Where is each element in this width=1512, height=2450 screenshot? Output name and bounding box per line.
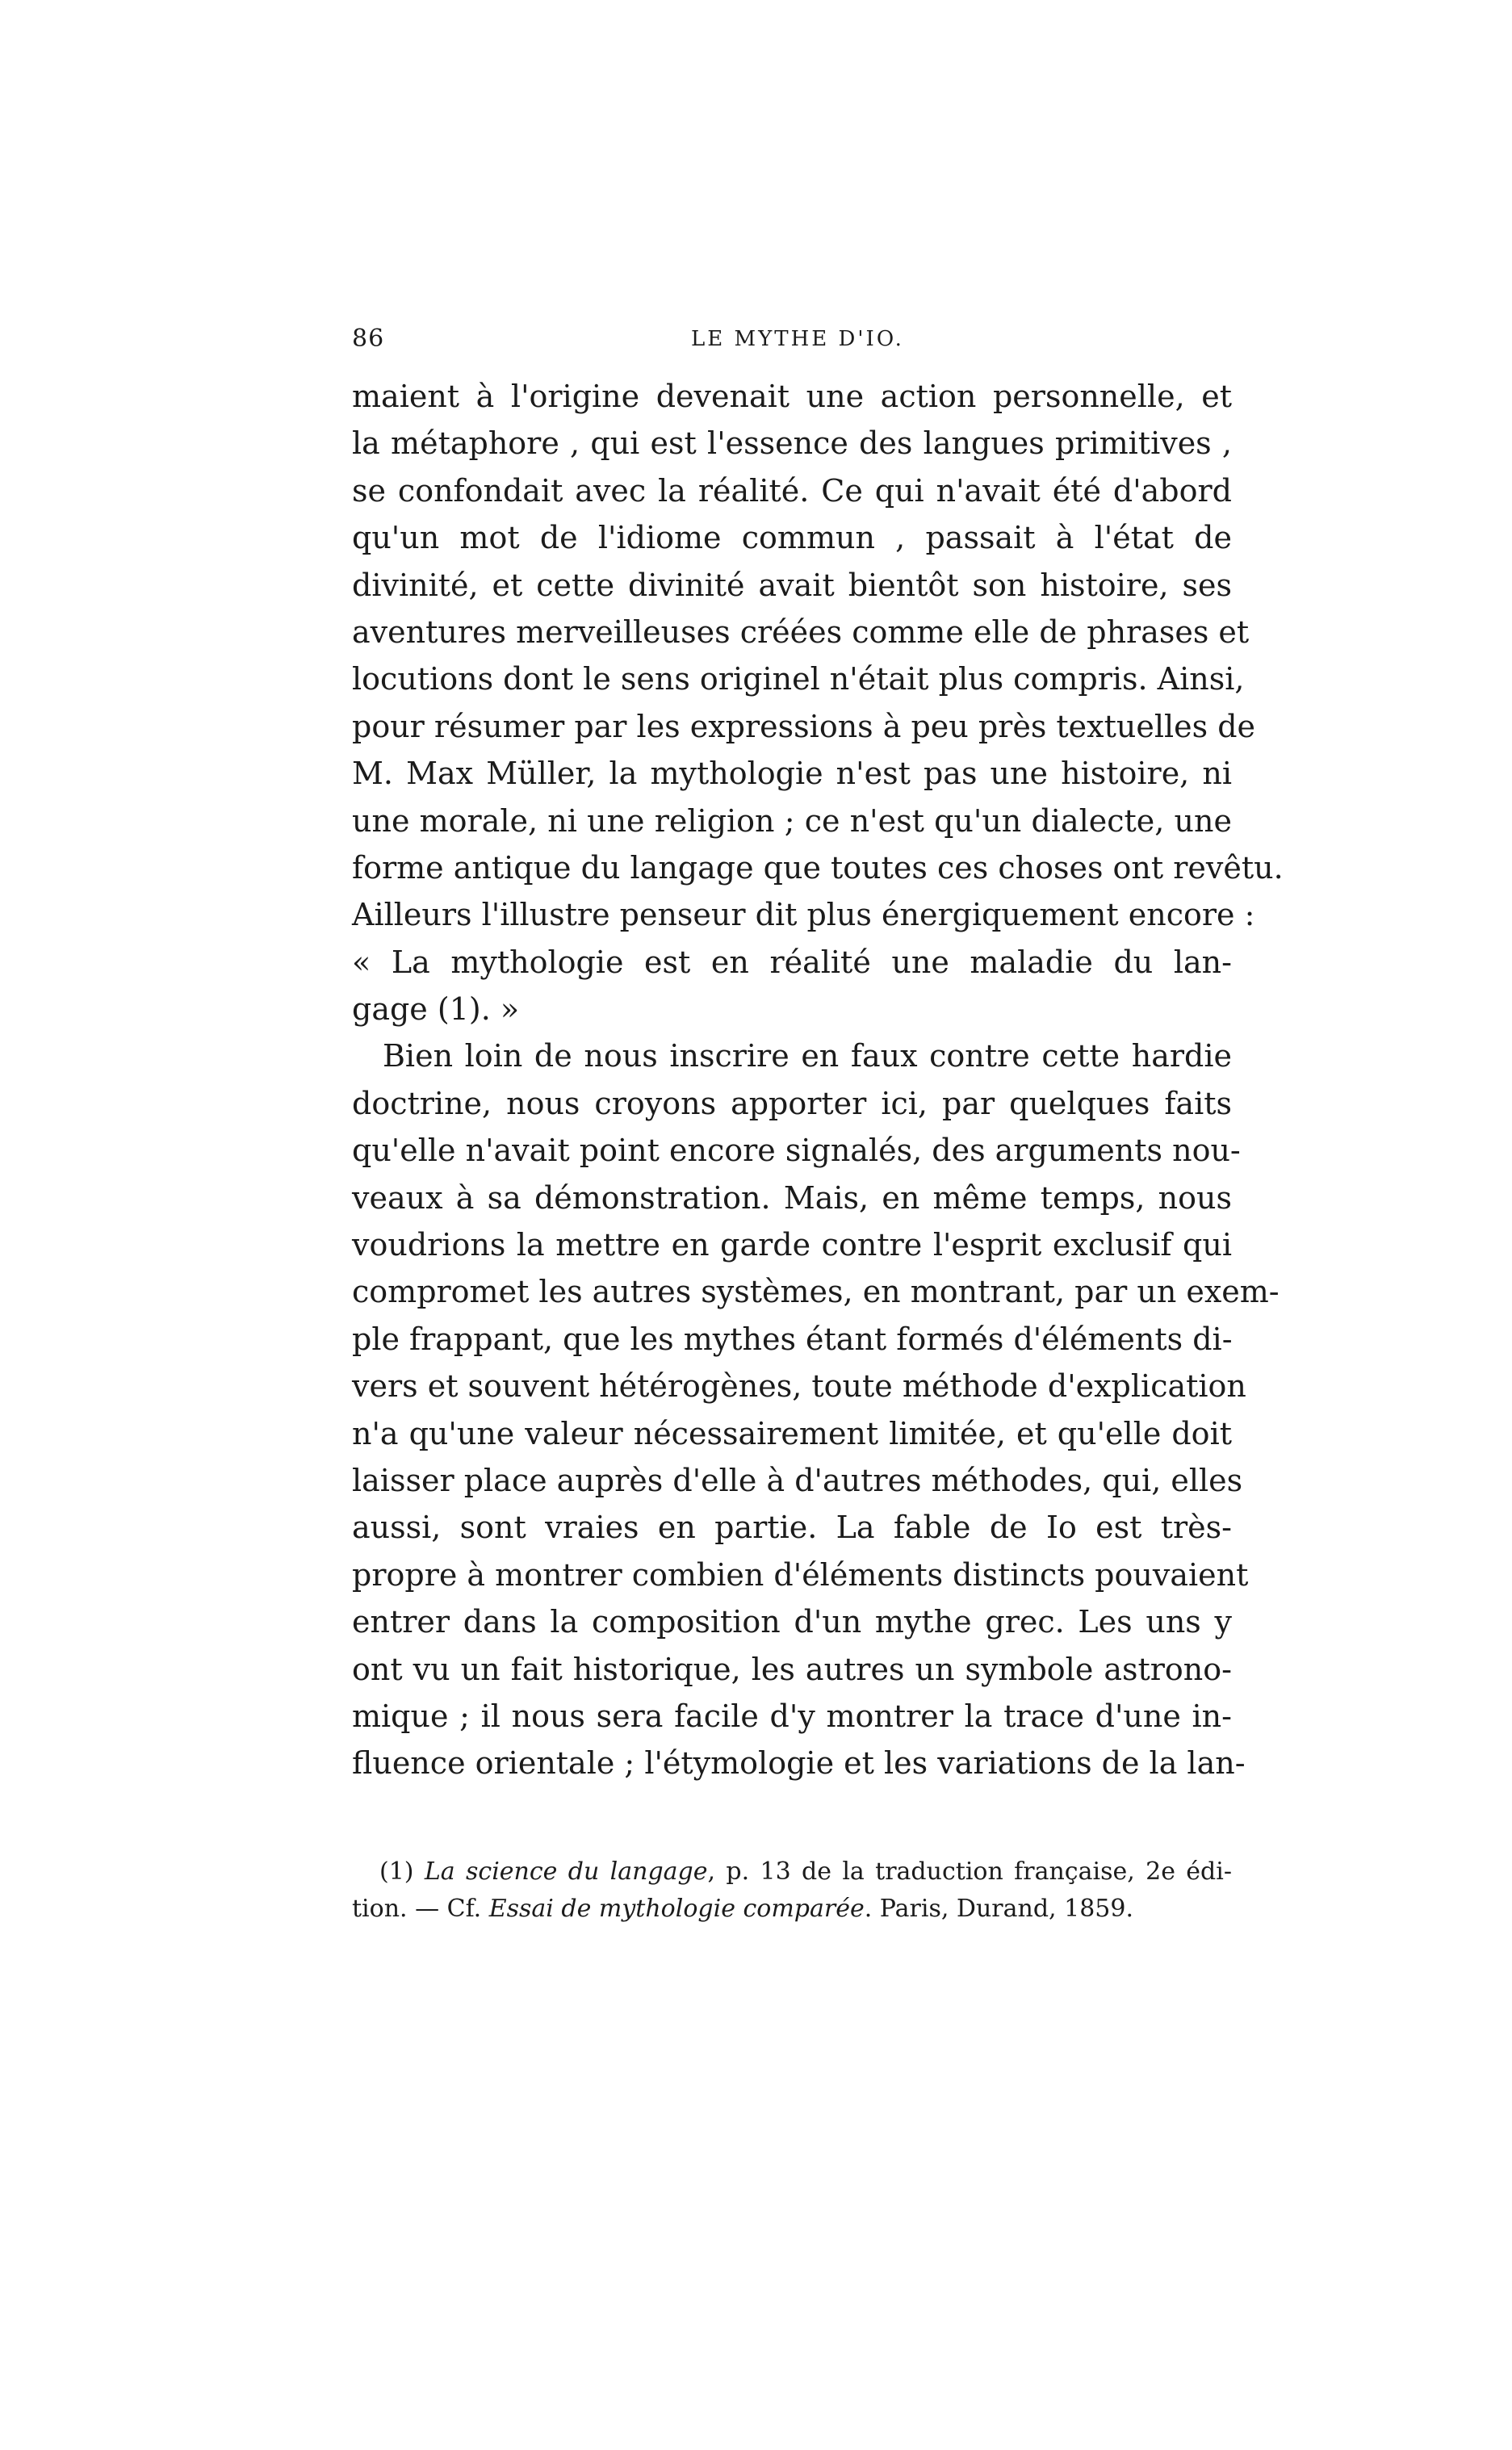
text-line: Ailleurs l'illustre penseur dit plus énergiquement encore : [352,897,1255,933]
text-line: compromet les autres systèmes, en montrant, par un exem- [352,1274,1280,1310]
text-line: M. Max Müller, la mythologie n'est pas une histoire, ni [352,756,1232,792]
text-line: ont vu un fait historique, les autres un symbole astrono- [352,1651,1232,1687]
text-line: aventures merveilleuses créées comme elle de phrases et [352,614,1250,650]
text-line: doctrine, nous croyons apporter ici, par quelques faits [352,1085,1232,1121]
text-line: n'a qu'une valeur nécessairement limitée, et qu'elle doit [352,1415,1232,1451]
text-line: propre à montrer combien d'éléments distincts pouvaient [352,1556,1249,1593]
text-line: mique ; il nous sera facile d'y montrer la trace d'une in- [352,1698,1232,1734]
page-number: 86 [352,325,385,353]
text-line: ple frappant, que les mythes étant formés d'éléments di- [352,1321,1233,1357]
text-line: pour résumer par les expressions à peu près textuelles de [352,708,1256,744]
text-line: fluence orientale ; l'étymologie et les variations de la lan- [352,1745,1246,1782]
text-line: « La mythologie est en réalité une maladie du lan- [352,944,1232,980]
text-line: la métaphore , qui est l'essence des langues primitives , [352,425,1232,462]
text-line: veaux à sa démonstration. Mais, en même temps, nous [352,1179,1232,1216]
paragraph-first-line: Bien loin de nous inscrire en faux contre cette hardie [383,1038,1232,1074]
text-line: qu'elle n'avait point encore signalés, des arguments nou- [352,1133,1241,1169]
text-line: vers et souvent hétérogènes, toute méthode d'explication [352,1368,1246,1405]
text-line: une morale, ni une religion ; ce n'est qu'un dialecte, une [352,802,1232,839]
text-line: gage (1). » [352,991,520,1028]
footnote-line [352,1853,1232,1891]
footnote-marker: (1) [379,1857,414,1886]
body-text [352,373,1284,1787]
footnote-text: tion. — Cf. [352,1895,489,1923]
running-title: LE MYTHE D'IO. [691,327,904,351]
text-line: laisser place auprès d'elle à d'autres méthodes, qui, elles [352,1462,1243,1498]
text-line: se confondait avec la réalité. Ce qui n'avait été d'abord [352,472,1232,509]
text-line: qu'un mot de l'idiome commun , passait à l'état de [352,520,1232,556]
footnote-text: , p. 13 de la traduction française, 2e édi- [707,1857,1232,1886]
text-line: forme antique du langage que toutes ces choses ont revêtu. [352,849,1284,886]
footnote-text: . Paris, Durand, 1859. [864,1895,1134,1923]
text-line: locutions dont le sens originel n'était plus compris. Ainsi, [352,661,1245,697]
text-line: voudrions la mettre en garde contre l'esprit exclusif qui [352,1227,1232,1263]
footnote-book-title: La science du langage [424,1857,708,1886]
text-line: divinité, et cette divinité avait bientôt son histoire, ses [352,567,1232,603]
text-line: maient à l'origine devenait une action personnelle, et [352,379,1232,414]
text-line: aussi, sont vraies en partie. La fable de Io est très- [352,1510,1232,1546]
footnote [352,1853,1232,1928]
text-line: entrer dans la composition d'un mythe grec. Les uns y [352,1604,1232,1640]
running-head [352,323,1232,355]
footnote-book-title: Essai de mythologie comparée [488,1895,865,1923]
footnote-line [352,1891,1232,1928]
